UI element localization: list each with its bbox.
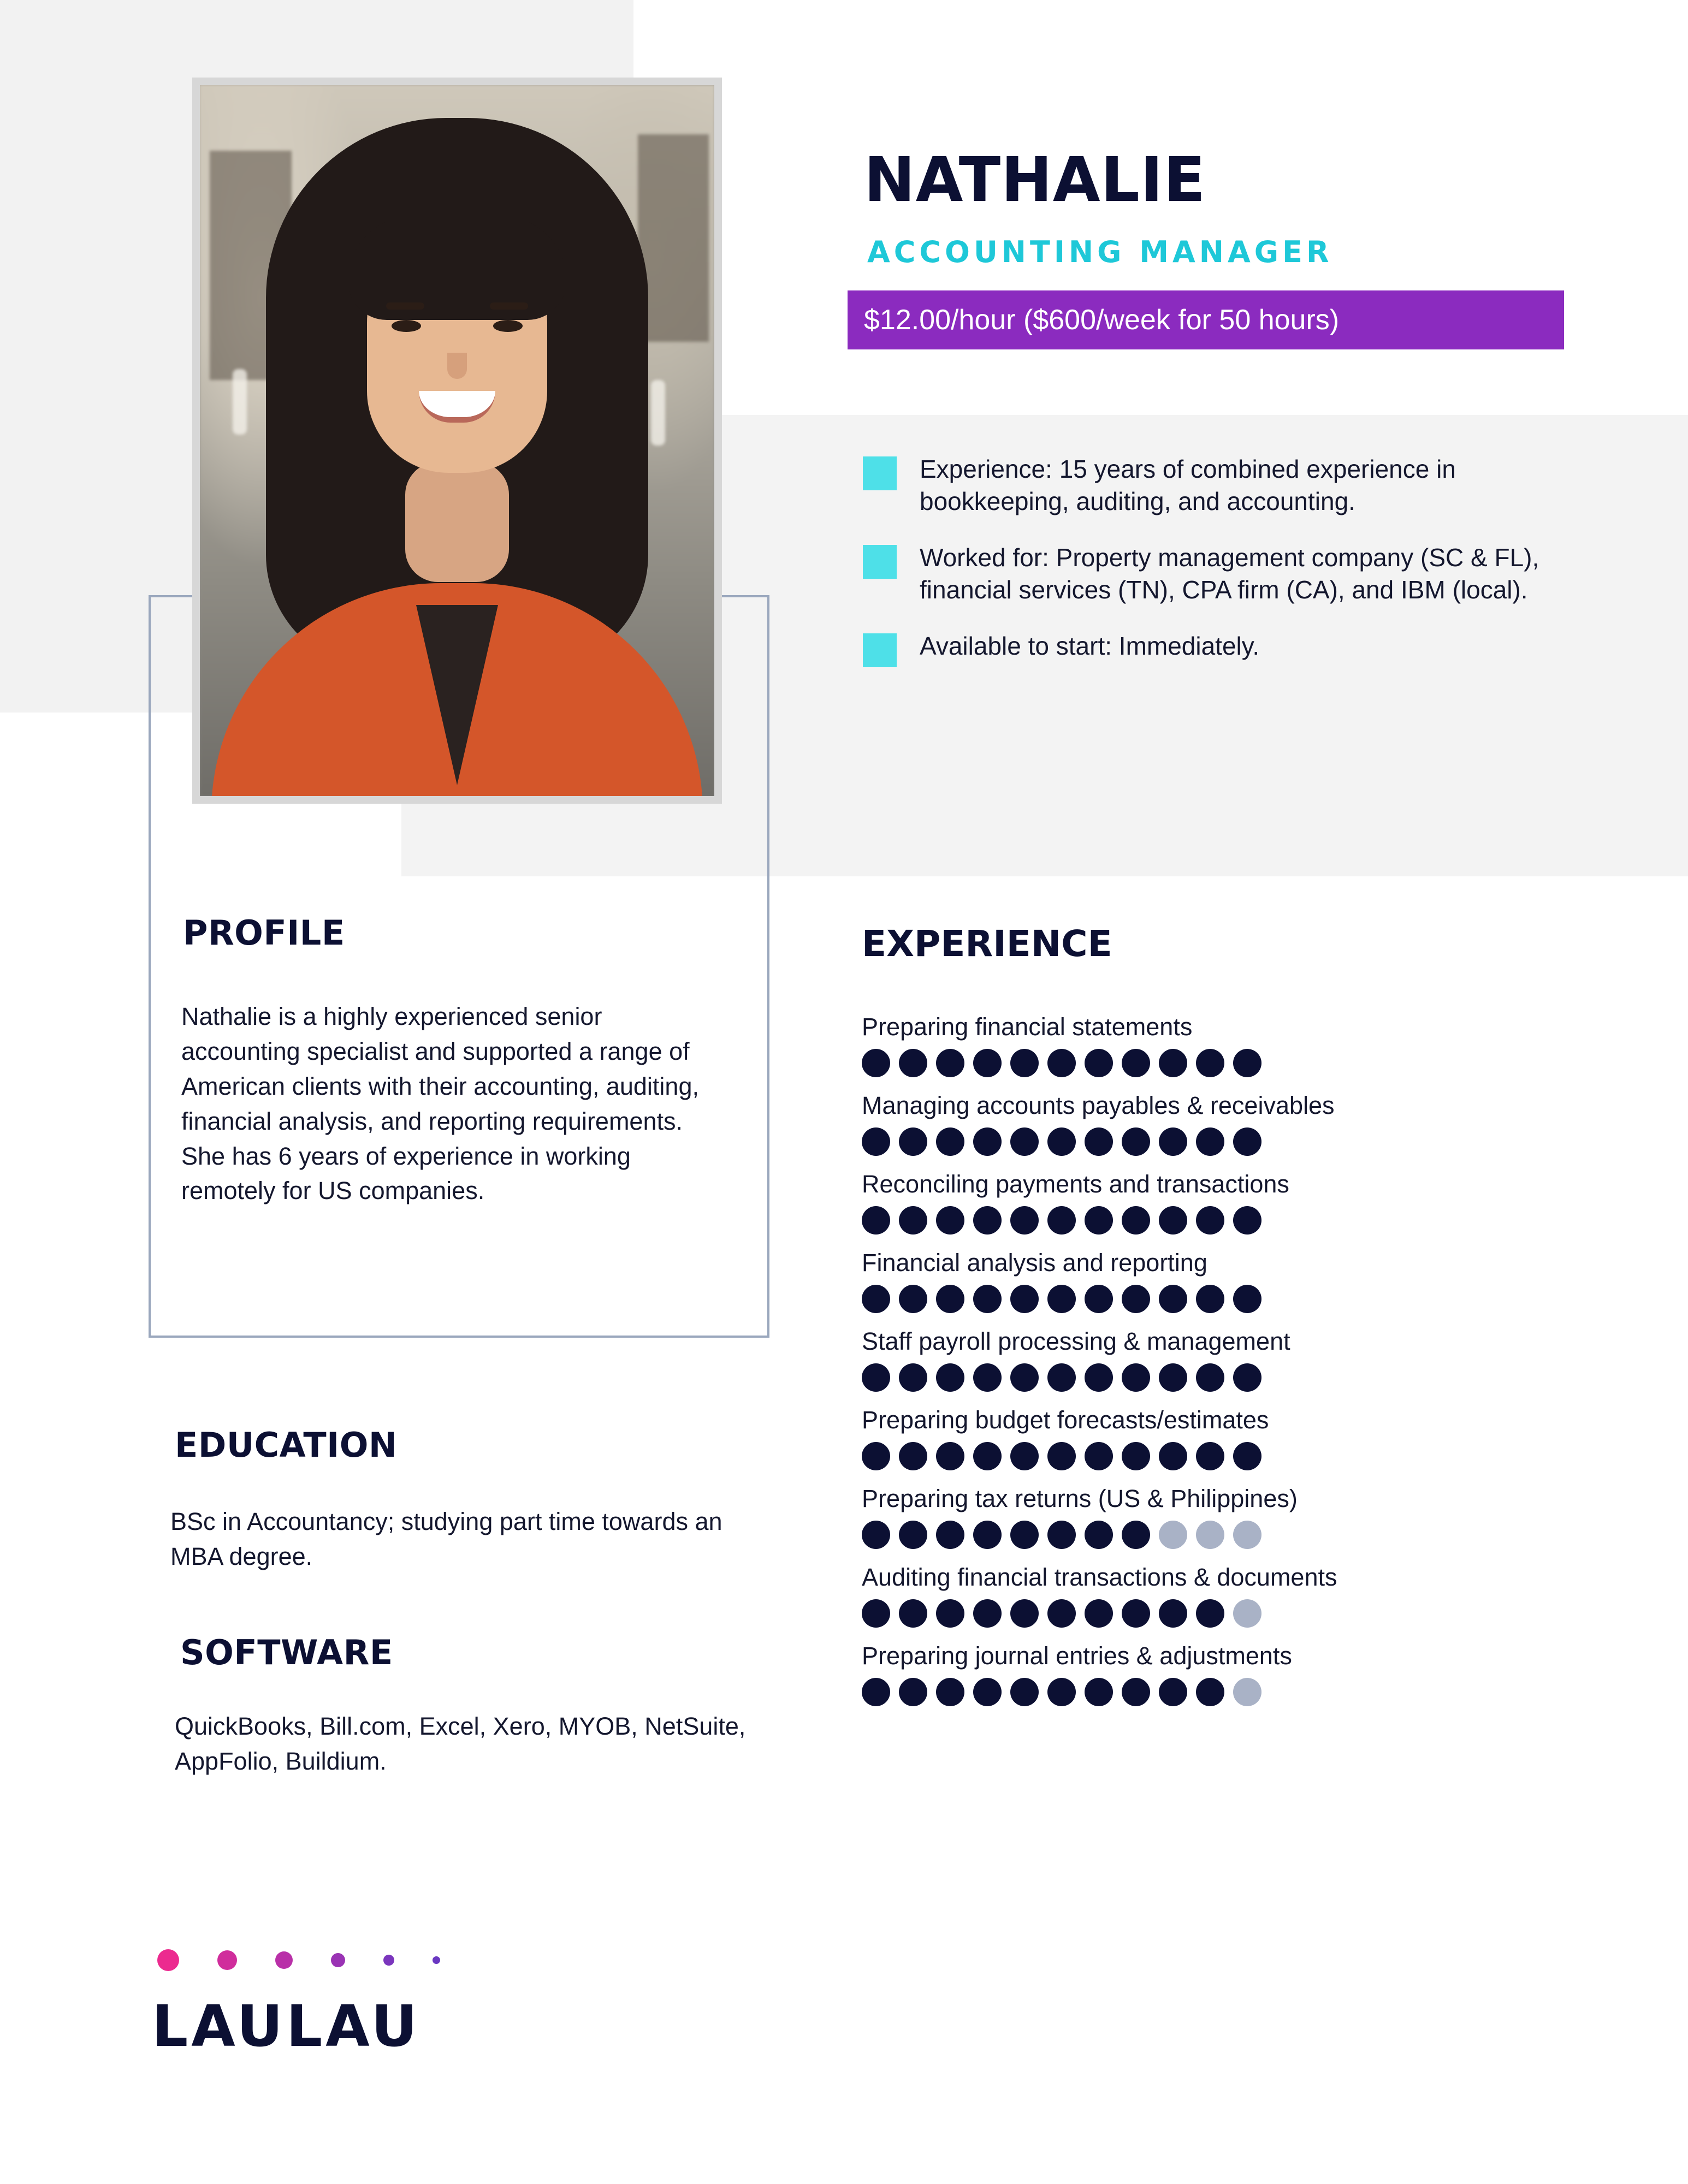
experience-item <box>862 1013 1637 1077</box>
experience-item-label: Staff payroll processing & management <box>862 1327 1290 1355</box>
experience-item-label: Preparing tax returns (US & Philippines) <box>862 1485 1298 1512</box>
rating-dot-filled <box>1085 1127 1113 1156</box>
education-section-title: EDUCATION <box>175 1425 398 1465</box>
experience-rating-dots <box>862 1442 1637 1470</box>
rating-dot-filled <box>1196 1049 1224 1077</box>
experience-item-label: Managing accounts payables & receivables <box>862 1091 1335 1119</box>
rating-dot-filled <box>1122 1049 1150 1077</box>
experience-item <box>862 1485 1637 1549</box>
photo-fringe <box>348 216 566 320</box>
software-section-body: QuickBooks, Bill.com, Excel, Xero, MYOB, NetSuite, AppFolio, Buildium. <box>175 1712 746 1775</box>
rating-dot-filled <box>899 1442 927 1470</box>
rating-dot-empty <box>1233 1599 1261 1628</box>
rating-dot-filled <box>1047 1285 1076 1313</box>
experience-item <box>862 1091 1637 1156</box>
rating-dot-filled <box>1010 1049 1039 1077</box>
rating-dot-filled <box>1196 1206 1224 1235</box>
rating-dot-filled <box>899 1599 927 1628</box>
rating-dot-filled <box>1010 1285 1039 1313</box>
rating-dot-filled <box>1122 1363 1150 1392</box>
rating-dot-filled <box>1047 1127 1076 1156</box>
rating-dot-filled <box>862 1678 890 1706</box>
rating-dot-filled <box>973 1678 1002 1706</box>
experience-item <box>862 1170 1637 1235</box>
logo-dot <box>275 1951 293 1969</box>
experience-rating-dots <box>862 1285 1637 1313</box>
rating-dot-filled <box>1196 1442 1224 1470</box>
rating-dot-filled <box>1233 1285 1261 1313</box>
rating-dot-filled <box>1159 1442 1187 1470</box>
rating-dot-filled <box>973 1127 1002 1156</box>
logo-dot <box>383 1955 394 1966</box>
rating-dot-filled <box>1010 1521 1039 1549</box>
square-bullet-icon <box>863 633 897 667</box>
photo-bollard-1 <box>233 369 247 435</box>
logo-dot <box>331 1953 345 1967</box>
rating-dot-filled <box>973 1442 1002 1470</box>
rating-dot-filled <box>1122 1599 1150 1628</box>
rating-dot-filled <box>1010 1442 1039 1470</box>
rating-dot-filled <box>899 1206 927 1235</box>
experience-rating-dots <box>862 1206 1637 1235</box>
rating-dot-filled <box>1122 1678 1150 1706</box>
rating-dot-filled <box>973 1285 1002 1313</box>
rating-dot-filled <box>936 1678 964 1706</box>
rating-dot-filled <box>936 1521 964 1549</box>
logo-dot <box>157 1949 179 1971</box>
rating-dot-filled <box>1010 1206 1039 1235</box>
rating-dot-filled <box>1159 1678 1187 1706</box>
rating-dot-filled <box>1122 1442 1150 1470</box>
profile-photo <box>200 85 714 796</box>
rating-dot-filled <box>1159 1599 1187 1628</box>
page-title: NATHALIE <box>864 145 1206 216</box>
experience-item <box>862 1327 1637 1392</box>
square-bullet-icon <box>863 545 897 579</box>
rating-dot-filled <box>899 1127 927 1156</box>
rating-dot-filled <box>862 1442 890 1470</box>
software-section-title: SOFTWARE <box>180 1633 393 1672</box>
rating-dot-filled <box>899 1678 927 1706</box>
rating-dot-filled <box>1047 1206 1076 1235</box>
logo-wordmark: LAULAU <box>152 1993 421 2060</box>
rating-dot-filled <box>936 1599 964 1628</box>
rating-dot-filled <box>1010 1127 1039 1156</box>
experience-rating-dots <box>862 1678 1637 1706</box>
rating-dot-filled <box>862 1285 890 1313</box>
logo-dot <box>217 1950 237 1970</box>
profile-section-title: PROFILE <box>183 913 345 953</box>
rate-badge: $12.00/hour ($600/week for 50 hours) <box>848 290 1564 349</box>
profile-section-body: Nathalie is a highly experienced senior accounting specialist and supported a range of American clients with their accounting, auditing, financial analysis, and reporting requirements. She has 6 years of experience in working remotely for US companies. <box>181 1002 699 1205</box>
rating-dot-filled <box>1047 1599 1076 1628</box>
rating-dot-filled <box>936 1285 964 1313</box>
experience-item <box>862 1563 1637 1628</box>
rating-dot-filled <box>1085 1442 1113 1470</box>
experience-item-label: Auditing financial transactions & documents <box>862 1563 1337 1591</box>
experience-item-label: Reconciling payments and transactions <box>862 1170 1289 1198</box>
highlight-text: Available to start: Immediately. <box>920 631 1260 660</box>
rating-dot-filled <box>1085 1363 1113 1392</box>
experience-item-label: Financial analysis and reporting <box>862 1249 1207 1277</box>
rating-dot-filled <box>862 1521 890 1549</box>
profile-photo-frame <box>192 78 722 804</box>
list-item <box>863 630 1573 667</box>
photo-brow-left <box>386 302 424 310</box>
experience-rating-dots <box>862 1049 1637 1077</box>
rating-dot-empty <box>1196 1521 1224 1549</box>
experience-rating-dots <box>862 1521 1637 1549</box>
rating-dot-filled <box>1196 1678 1224 1706</box>
photo-brow-right <box>490 302 528 310</box>
photo-nose <box>447 353 467 379</box>
rating-dot-filled <box>1047 1678 1076 1706</box>
rating-dot-filled <box>1047 1442 1076 1470</box>
highlight-text: Worked for: Property management company (SC & FL), financial services (TN), CPA firm (CA), and IBM (local). <box>920 543 1539 604</box>
rating-dot-filled <box>899 1521 927 1549</box>
experience-item <box>862 1406 1637 1470</box>
rating-dot-filled <box>936 1206 964 1235</box>
rating-dot-filled <box>899 1049 927 1077</box>
rating-dot-filled <box>936 1442 964 1470</box>
rating-dot-filled <box>1233 1206 1261 1235</box>
rating-dot-filled <box>1122 1285 1150 1313</box>
experience-rating-dots <box>862 1599 1637 1628</box>
rating-dot-filled <box>1085 1049 1113 1077</box>
rating-dot-filled <box>1159 1285 1187 1313</box>
job-role: ACCOUNTING MANAGER <box>867 235 1333 269</box>
rating-dot-filled <box>1047 1363 1076 1392</box>
rating-dot-filled <box>1196 1363 1224 1392</box>
rating-dot-filled <box>973 1049 1002 1077</box>
photo-bollard-3 <box>651 380 665 446</box>
photo-doorway-right <box>638 134 709 342</box>
rating-dot-filled <box>899 1285 927 1313</box>
rating-dot-filled <box>1122 1127 1150 1156</box>
rating-dot-filled <box>1085 1678 1113 1706</box>
rating-dot-filled <box>973 1599 1002 1628</box>
rating-dot-filled <box>1233 1127 1261 1156</box>
rating-dot-filled <box>1196 1599 1224 1628</box>
photo-neck <box>405 462 509 582</box>
experience-rating-dots <box>862 1363 1637 1392</box>
rating-dot-filled <box>1233 1049 1261 1077</box>
rating-dot-filled <box>1085 1521 1113 1549</box>
highlight-text: Experience: 15 years of combined experience in bookkeeping, auditing, and accounting. <box>920 455 1456 515</box>
rating-dot-empty <box>1233 1521 1261 1549</box>
rating-dot-filled <box>1233 1442 1261 1470</box>
photo-eye-left <box>392 320 421 332</box>
rating-dot-filled <box>1047 1521 1076 1549</box>
rating-dot-filled <box>1196 1285 1224 1313</box>
photo-eye-right <box>493 320 523 332</box>
rating-dot-filled <box>1122 1521 1150 1549</box>
rating-dot-filled <box>1047 1049 1076 1077</box>
rating-dot-filled <box>1010 1678 1039 1706</box>
experience-item-label: Preparing budget forecasts/estimates <box>862 1406 1269 1434</box>
rating-dot-empty <box>1159 1521 1187 1549</box>
rating-dot-filled <box>1085 1599 1113 1628</box>
rating-dot-filled <box>973 1363 1002 1392</box>
experience-list <box>862 1013 1637 1720</box>
rating-dot-filled <box>936 1127 964 1156</box>
square-bullet-icon <box>863 456 897 490</box>
rating-dot-filled <box>862 1599 890 1628</box>
rating-dot-filled <box>1010 1599 1039 1628</box>
experience-item-label: Preparing financial statements <box>862 1013 1193 1041</box>
list-item <box>863 453 1573 518</box>
rating-dot-filled <box>1159 1206 1187 1235</box>
rating-dot-filled <box>1196 1127 1224 1156</box>
rating-dot-filled <box>973 1206 1002 1235</box>
rating-dot-empty <box>1233 1678 1261 1706</box>
rating-dot-filled <box>899 1363 927 1392</box>
rating-dot-filled <box>1122 1206 1150 1235</box>
rating-dot-filled <box>862 1127 890 1156</box>
rating-dot-filled <box>1233 1363 1261 1392</box>
list-item <box>863 542 1573 606</box>
rating-dot-filled <box>1085 1206 1113 1235</box>
experience-item <box>862 1249 1637 1313</box>
rating-dot-filled <box>1085 1285 1113 1313</box>
rating-dot-filled <box>936 1049 964 1077</box>
experience-item-label: Preparing journal entries & adjustments <box>862 1642 1292 1670</box>
rating-dot-filled <box>973 1521 1002 1549</box>
rating-dot-filled <box>936 1363 964 1392</box>
rating-dot-filled <box>862 1206 890 1235</box>
logo-dots <box>157 1941 507 1979</box>
rating-dot-filled <box>1159 1049 1187 1077</box>
rating-dot-filled <box>1010 1363 1039 1392</box>
rating-dot-filled <box>1159 1127 1187 1156</box>
experience-rating-dots <box>862 1127 1637 1156</box>
experience-section-title: EXPERIENCE <box>862 923 1112 965</box>
education-section-body: BSc in Accountancy; studying part time towards an MBA degree. <box>170 1508 722 1570</box>
highlights-list <box>863 453 1573 691</box>
experience-item <box>862 1642 1637 1706</box>
rating-dot-filled <box>1159 1363 1187 1392</box>
rating-dot-filled <box>862 1363 890 1392</box>
rating-dot-filled <box>862 1049 890 1077</box>
logo-dot <box>433 1956 440 1964</box>
